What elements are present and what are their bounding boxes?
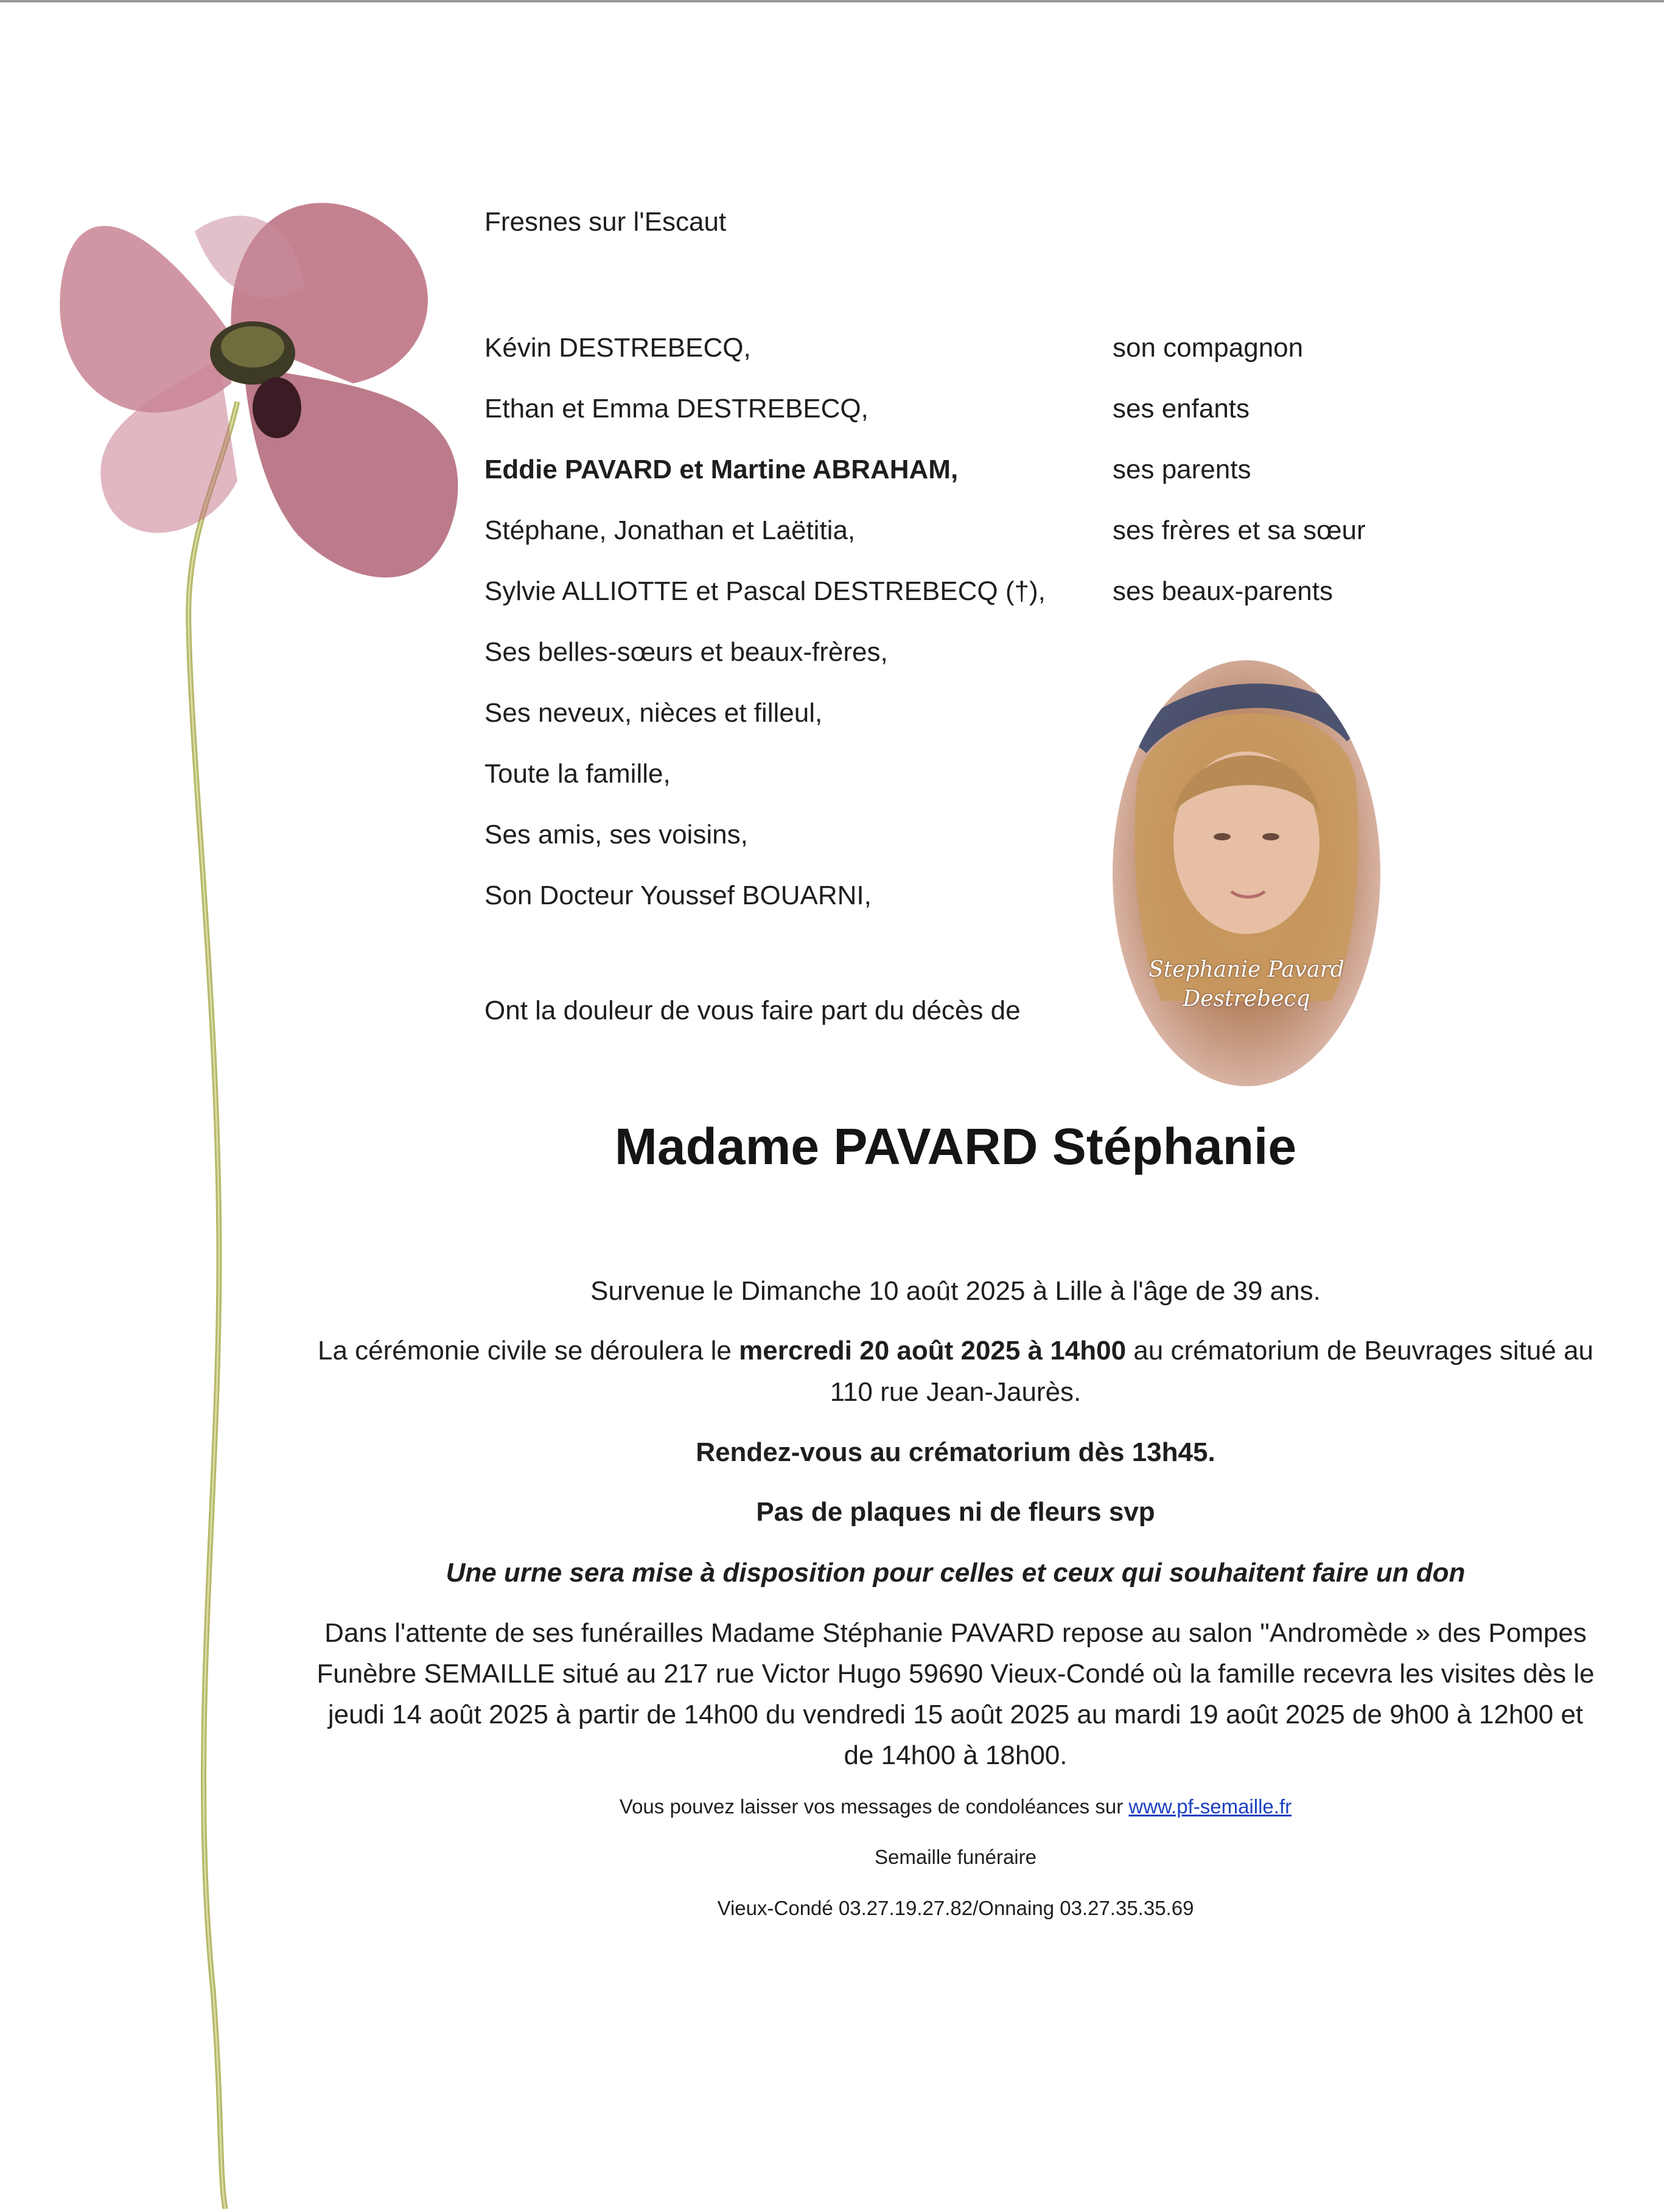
ceremony-info xyxy=(316,1330,1595,1413)
family-list xyxy=(484,329,1093,937)
portrait-drawing xyxy=(1113,660,1380,1086)
announcement-intro: Ont la douleur de vous faire part du décès de xyxy=(484,996,1021,1025)
family-other: Son Docteur Youssef BOUARNI, xyxy=(484,881,872,910)
family-member: Stéphane, Jonathan et Laëtitia, xyxy=(484,515,856,545)
family-relation: ses parents xyxy=(1113,455,1251,484)
family-relation: ses beaux-parents xyxy=(1113,576,1333,606)
family-other: Ses belles-sœurs et beaux-frères, xyxy=(484,637,888,667)
family-other: Toute la famille, xyxy=(484,759,671,789)
family-relation: ses enfants xyxy=(1113,394,1250,424)
portrait-photo xyxy=(1113,660,1380,1086)
phone-numbers: Vieux-Condé 03.27.19.27.82/Onnaing 03.27.35.35.69 xyxy=(717,1897,1194,1919)
family-relation: ses frères et sa sœur xyxy=(1113,515,1366,545)
website-link[interactable]: www.pf-semaille.fr xyxy=(1128,1795,1292,1818)
family-member: Sylvie ALLIOTTE et Pascal DESTREBECQ (†), xyxy=(484,576,1046,606)
photo-caption-line: Destrebecq xyxy=(1183,986,1310,1011)
family-other: Ses neveux, nièces et filleul, xyxy=(484,698,823,728)
visitation-info: Dans l'attente de ses funérailles Madame Stéphanie PAVARD repose au salon "Andromède » des Pompes Funèbre SEMAILLE situé au 217 rue Victor Hugo 59690 Vieux-Condé où la famille recevra les visites dès le jeudi 14 août 2025 à partir de 14h00 du vendredi 15 août 2025 au mardi 19 août 2025 de 9h00 à 12h00 et de 14h00 à 18h00. xyxy=(316,1618,1595,1770)
condolences-text: Vous pouvez laisser vos messages de condoléances sur xyxy=(619,1795,1129,1818)
condolences-line xyxy=(316,1795,1595,1818)
family-member: Kévin DESTREBECQ, xyxy=(484,333,751,363)
company-name: Semaille funéraire xyxy=(875,1846,1037,1868)
ceremony-date: mercredi 20 août 2025 à 14h00 xyxy=(739,1336,1127,1366)
deceased-name: Madame PAVARD Stéphanie xyxy=(614,1118,1297,1175)
relation-list xyxy=(1113,329,1539,633)
no-flowers-note: Pas de plaques ni de fleurs svp xyxy=(756,1497,1155,1527)
death-notice: Survenue le Dimanche 10 août 2025 à Lille à l'âge de 39 ans. xyxy=(590,1276,1321,1306)
photo-caption-line: Stephanie Pavard xyxy=(1148,957,1344,982)
photo-caption xyxy=(1125,955,1368,1014)
location: Fresnes sur l'Escaut xyxy=(484,207,727,237)
family-other: Ses amis, ses voisins, xyxy=(484,820,748,850)
ceremony-text: La cérémonie civile se déroulera le xyxy=(317,1336,739,1366)
scan-edge-line xyxy=(0,0,1664,2)
family-relation: son compagnon xyxy=(1113,333,1304,363)
family-member: Eddie PAVARD et Martine ABRAHAM, xyxy=(484,455,959,484)
family-member: Ethan et Emma DESTREBECQ, xyxy=(484,394,869,424)
urn-note: Une urne sera mise à disposition pour celles et ceux qui souhaitent faire un don xyxy=(446,1558,1466,1588)
meeting-time: Rendez-vous au crématorium dès 13h45. xyxy=(696,1437,1215,1467)
ceremony-place: au crématorium de Beuvrages situé au 110 rue Jean-Jaurès. xyxy=(830,1336,1594,1407)
